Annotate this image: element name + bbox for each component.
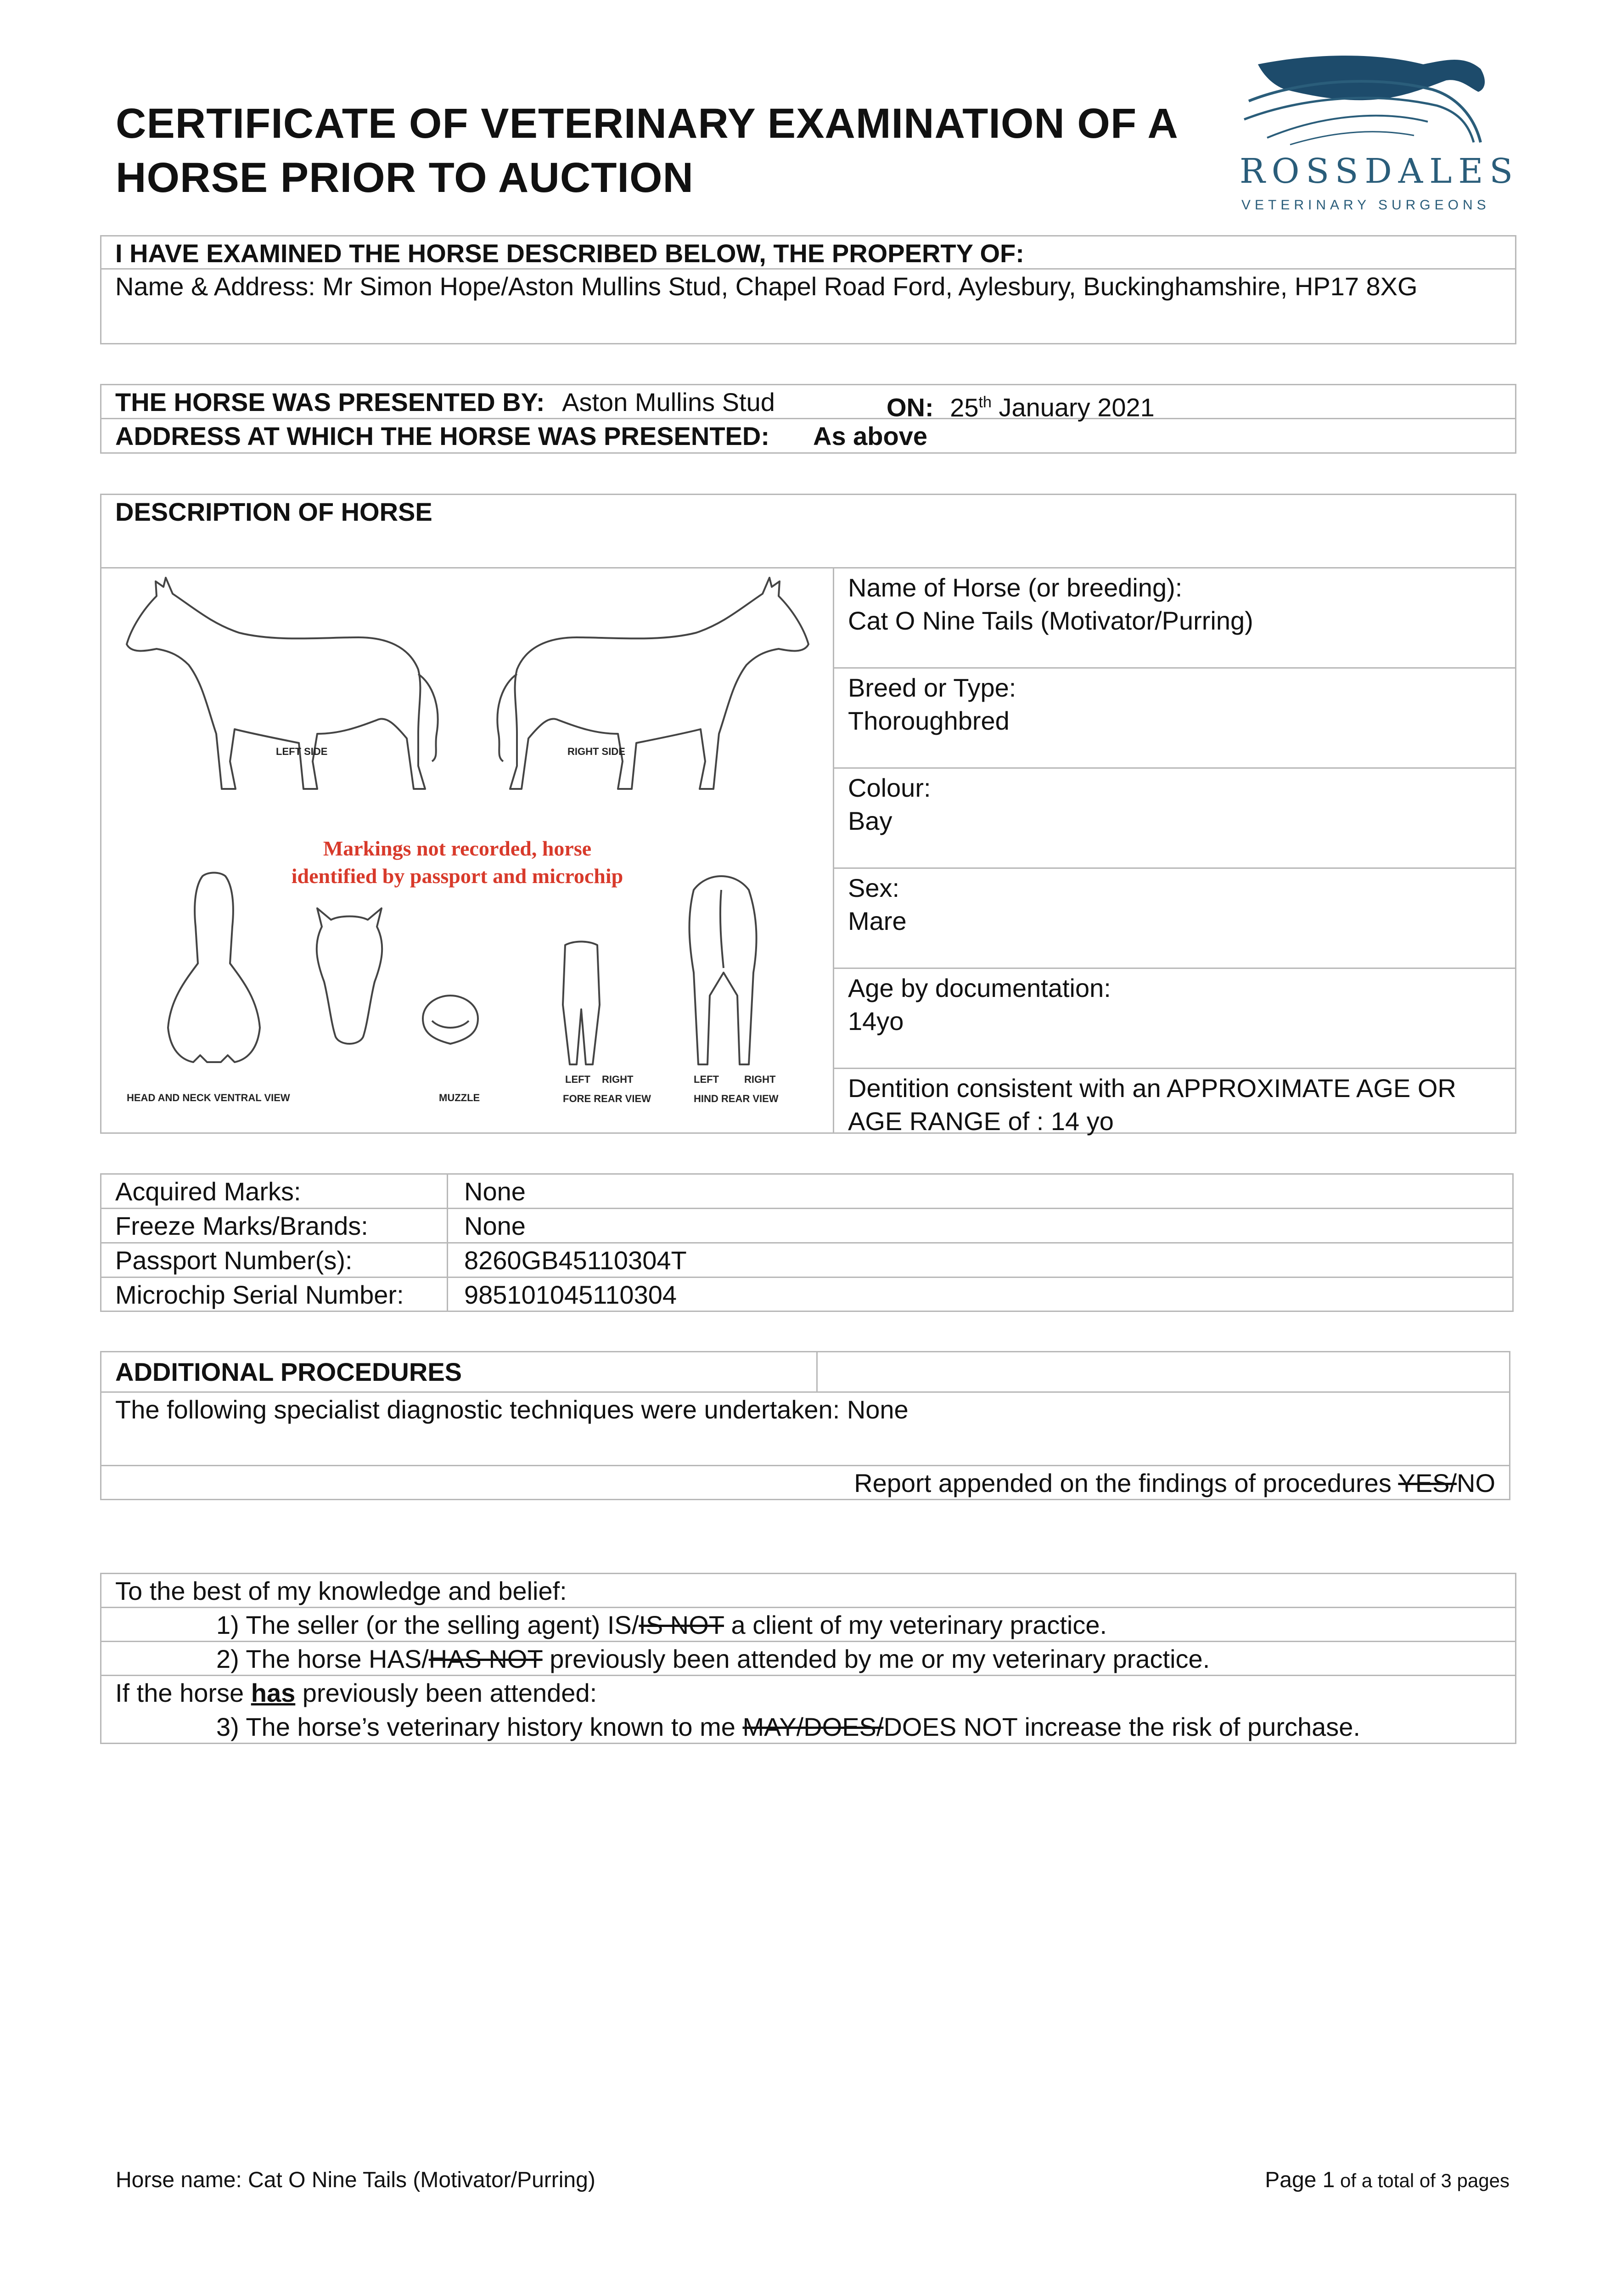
presented-section (100, 384, 1516, 454)
label-hind-rear: HIND REAR VIEW (694, 1093, 779, 1104)
belief-if-attended: If the horse has previously been attended: (115, 1678, 597, 1707)
presented-address-value: As above (813, 422, 927, 450)
title-line-2: HORSE PRIOR TO AUCTION (116, 154, 694, 201)
horse-logo-icon (1230, 46, 1497, 152)
presented-on-day: 25 (950, 393, 979, 422)
left-side-horse-icon (127, 578, 425, 789)
procedures-report: Report appended on the findings of procedures YES/NO (854, 1469, 1495, 1497)
rossdales-logo (1230, 46, 1520, 220)
owner-heading: I HAVE EXAMINED THE HORSE DESCRIBED BELOW, THE PROPERTY OF: (101, 236, 1515, 270)
description-section (100, 494, 1516, 1134)
hind-rear-view-icon (690, 876, 757, 1064)
label-right-side: RIGHT SIDE (567, 746, 625, 757)
presented-on-label: ON (887, 393, 925, 422)
field-horse-name: Name of Horse (or breeding): Cat O Nine Tails (Motivator/Purring) (834, 568, 1515, 669)
label-fore-rear: FORE REAR VIEW (563, 1093, 651, 1104)
head-neck-ventral-icon (168, 873, 260, 1063)
fore-rear-view-icon (563, 942, 600, 1065)
struck-yes: YES/ (1398, 1469, 1457, 1497)
belief-item-3: 3) The horse’s veterinary history known to me MAY/DOES/DOES NOT increase the risk of purchase. (216, 1712, 1360, 1741)
marks-row: Microchip Serial Number: 985101045110304 (115, 1280, 677, 1309)
marks-row: Passport Number(s): 8260GB45110304T (101, 1244, 1512, 1278)
logo-name: ROSSDALES (1240, 152, 1520, 191)
title-line-1: CERTIFICATE OF VETERINARY EXAMINATION OF A (116, 100, 1179, 147)
label-hind-left: LEFT (694, 1074, 719, 1085)
presented-on-suffix: th (978, 394, 992, 411)
field-sex: Sex: Mare (834, 869, 1515, 969)
presented-on-rest: January 2021 (999, 393, 1155, 422)
procedures-section (100, 1351, 1510, 1500)
marks-row: Acquired Marks: None (101, 1175, 1512, 1209)
label-muzzle: MUZZLE (439, 1092, 480, 1103)
procedures-heading: ADDITIONAL PROCEDURES (101, 1352, 1509, 1393)
field-colour: Colour: Bay (834, 769, 1515, 869)
right-side-horse-icon (510, 578, 808, 789)
muzzle-icon (423, 996, 478, 1044)
field-dentition: Dentition consistent with an APPROXIMATE AGE OR AGE RANGE of : 14 yo (848, 1074, 1456, 1136)
owner-section (100, 235, 1516, 344)
diagram-note: Markings not recorded, horse identified by passport and microchip (291, 837, 623, 888)
label-head-neck: HEAD AND NECK VENTRAL VIEW (127, 1092, 290, 1103)
presented-on: ON: 25th January 2021 (887, 393, 1155, 422)
procedures-text: The following specialist diagnostic techniques were undertaken: None (101, 1393, 1509, 1466)
horse-diagram (101, 568, 834, 1132)
footer-page-number: Page 1 of a total of 3 pages (1265, 2168, 1510, 2192)
label-fore-left: LEFT (565, 1074, 590, 1085)
description-fields (834, 568, 1515, 1136)
belief-section (100, 1573, 1516, 1744)
presented-by-label: THE HORSE WAS PRESENTED BY (115, 388, 536, 416)
head-front-icon (317, 908, 382, 1044)
presented-by-value: Aston Mullins Stud (562, 388, 775, 416)
owner-name-address: Name & Address: Mr Simon Hope/Aston Mullins Stud, Chapel Road Ford, Aylesbury, Buckinghamshire, HP17 8XG (115, 272, 1418, 301)
field-breed: Breed or Type: Thoroughbred (834, 669, 1515, 769)
belief-intro: To the best of my knowledge and belief: (101, 1574, 1515, 1608)
presented-by-row: THE HORSE WAS PRESENTED BY: Aston Mullins Stud ON: 25th January 2021 (101, 385, 1515, 419)
marks-row: Freeze Marks/Brands: None (101, 1209, 1512, 1244)
presented-address-label: ADDRESS AT WHICH THE HORSE WAS PRESENTED: (115, 422, 769, 450)
description-heading: DESCRIPTION OF HORSE (101, 495, 1515, 568)
label-hind-right: RIGHT (744, 1074, 776, 1085)
marks-table (100, 1173, 1514, 1312)
presented-address-row (101, 419, 1515, 452)
belief-item-1: 1) The seller (or the selling agent) IS/IS NOT a client of my veterinary practice. (101, 1608, 1515, 1642)
logo-subtitle: VETERINARY SURGEONS (1241, 197, 1490, 213)
page-title (116, 96, 1218, 205)
field-age: Age by documentation: 14yo (834, 969, 1515, 1069)
label-fore-right: RIGHT (602, 1074, 634, 1085)
belief-item-2: 2) The horse HAS/HAS NOT previously been attended by me or my veterinary practice. (101, 1642, 1515, 1676)
footer-horse-name: Horse name: Cat O Nine Tails (Motivator/Purring) (116, 2168, 595, 2192)
label-left-side: LEFT SIDE (276, 746, 328, 757)
